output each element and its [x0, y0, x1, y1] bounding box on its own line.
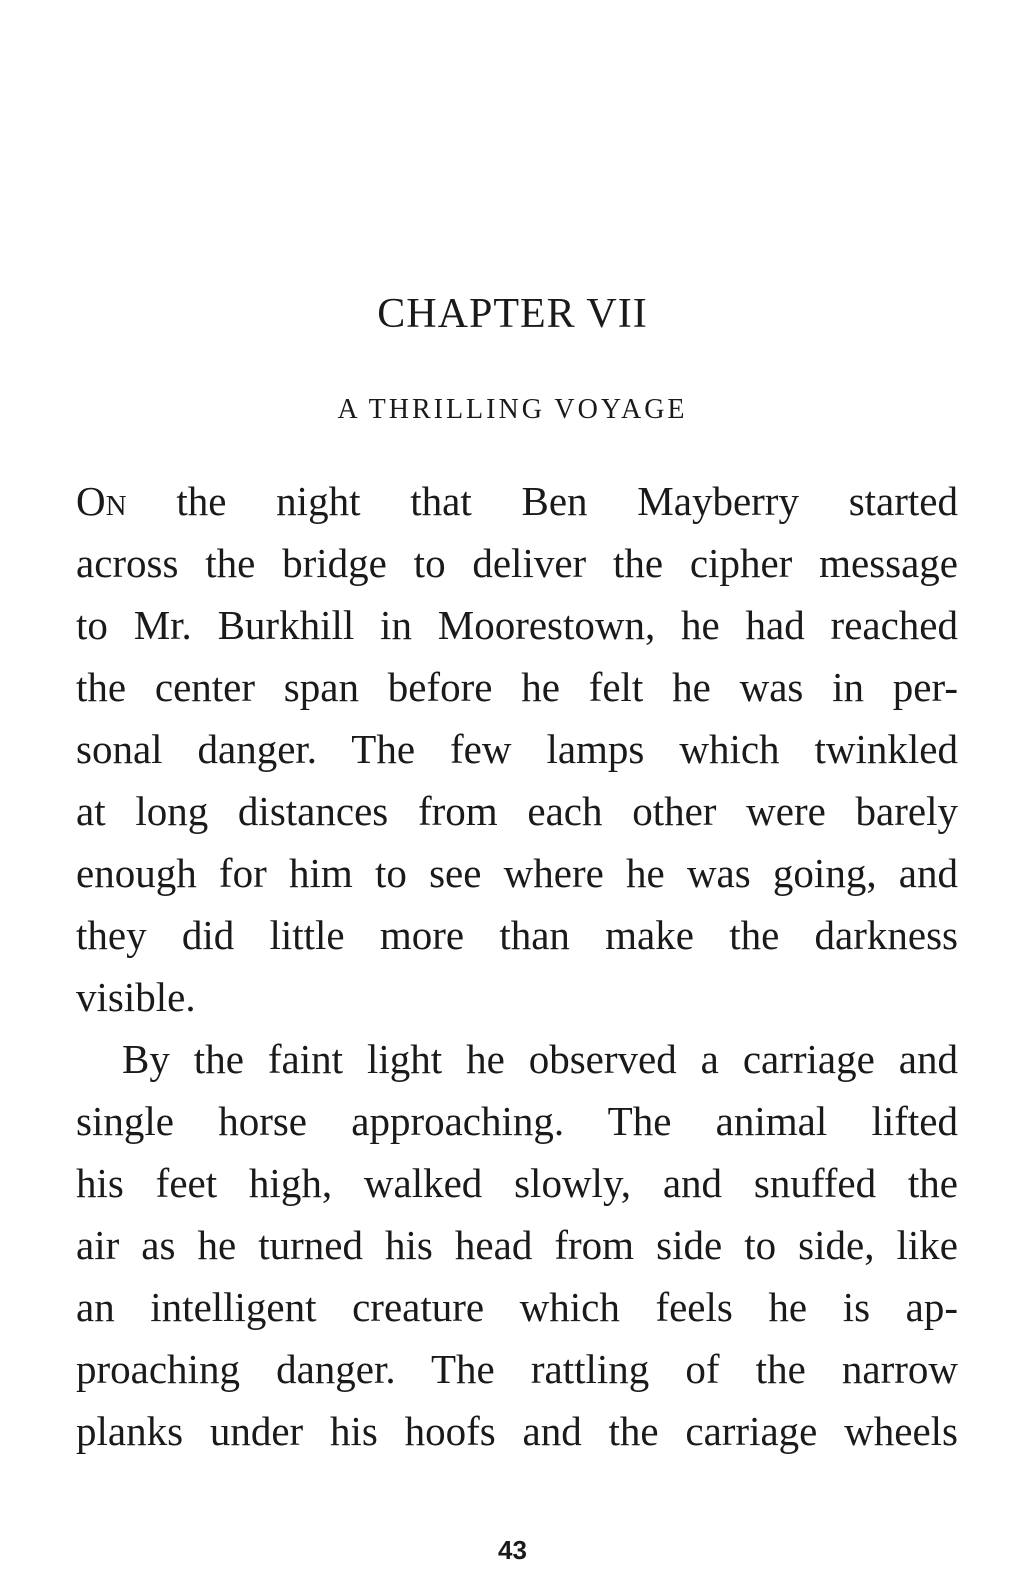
- line-text: the night that Ben Mayberry started: [126, 478, 958, 524]
- paragraph-1: [76, 470, 958, 1028]
- text-line: sonal danger. The few lamps which twinkled: [76, 726, 958, 772]
- text-line: they did little more than make the darkness: [76, 912, 958, 958]
- text-line: across the bridge to deliver the cipher message: [76, 540, 958, 586]
- text-line: proaching danger. The rattling of the narrow: [76, 1346, 958, 1392]
- body-text: [76, 470, 958, 1462]
- text-line: the center span before he felt he was in per-: [76, 664, 958, 710]
- text-line: to Mr. Burkhill in Moorestown, he had reached: [76, 602, 958, 648]
- drop-word: On: [76, 478, 127, 524]
- text-line: single horse approaching. The animal lifted: [76, 1098, 958, 1144]
- text-line: air as he turned his head from side to side, like: [76, 1222, 958, 1268]
- text-line: visible.: [76, 974, 196, 1020]
- chapter-title: A THRILLING VOYAGE: [337, 394, 688, 425]
- text-line: [76, 470, 958, 532]
- text-line: By the faint light he observed a carriage and: [122, 1036, 958, 1082]
- page-number: 43: [498, 1535, 527, 1565]
- text-line: an intelligent creature which feels he is ap-: [76, 1284, 958, 1330]
- text-line: at long distances from each other were barely: [76, 788, 958, 834]
- text-line: his feet high, walked slowly, and snuffed the: [76, 1160, 958, 1206]
- text-line: enough for him to see where he was going, and: [76, 850, 958, 896]
- text-line: planks under his hoofs and the carriage wheels: [76, 1408, 958, 1454]
- chapter-number: CHAPTER VII: [377, 291, 648, 337]
- paragraph-2: [76, 1028, 958, 1462]
